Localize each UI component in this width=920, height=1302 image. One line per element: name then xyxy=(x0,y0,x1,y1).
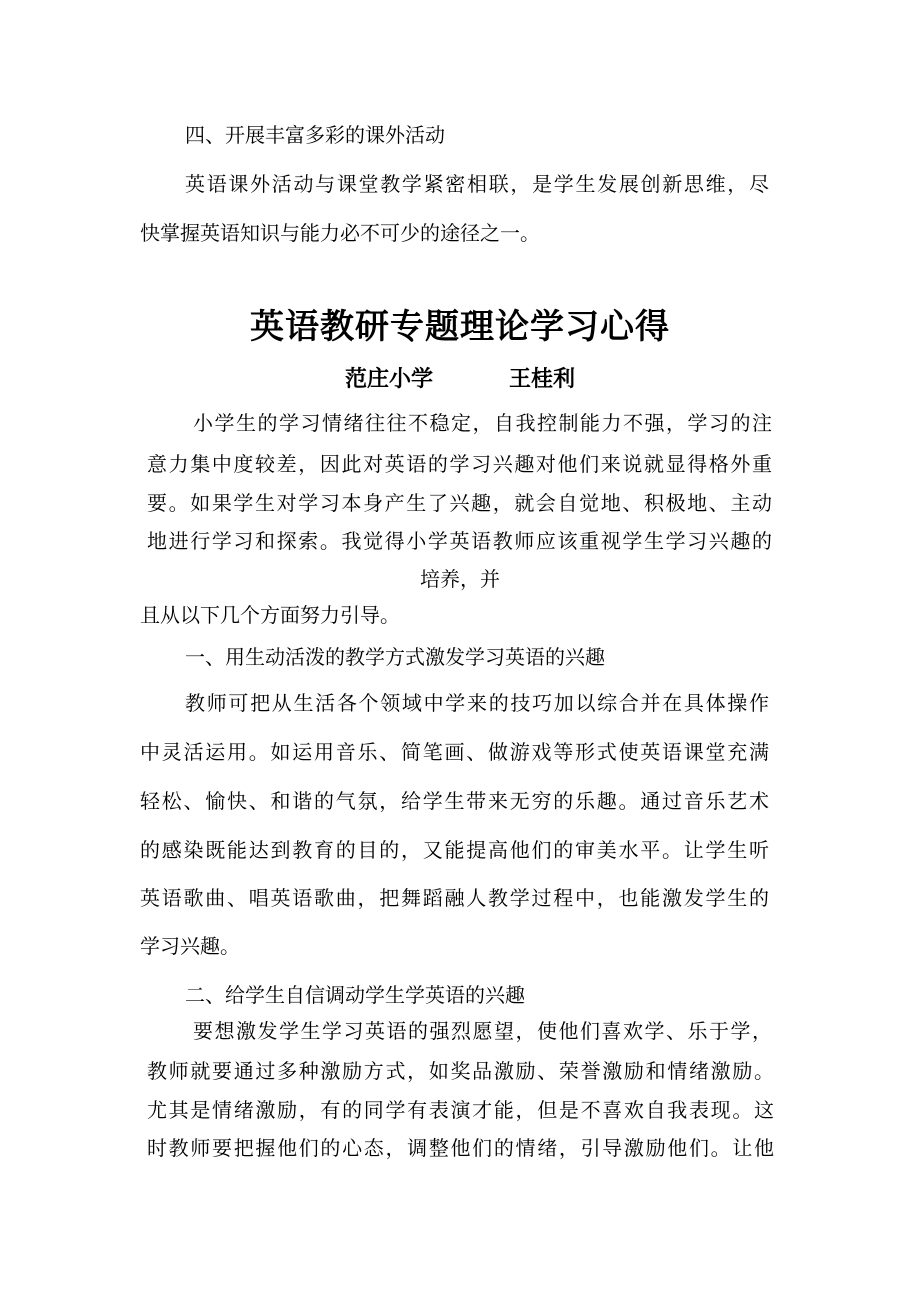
point1-line-4: 的感染既能达到教育的目的，又能提高他们的审美水平。让学生听 xyxy=(140,838,769,862)
point2-line-4: 时教师要把握他们的心态，调整他们的情绪，引导激励他们。让他 xyxy=(147,1136,774,1160)
point1-line-2: 中灵活运用。如运用音乐、简笔画、做游戏等形式使英语课堂充满 xyxy=(140,740,769,764)
point1-line-5: 英语歌曲、唱英语歌曲，把舞蹈融人教学过程中，也能激发学生的 xyxy=(140,886,769,910)
point1-line-6: 学习兴趣。 xyxy=(140,934,240,958)
intro-line-2: 意力集中度较差，因此对英语的学习兴趣对他们来说就显得格外重 xyxy=(147,452,772,476)
point1-line-3: 轻松、愉快、和谐的气氛，给学生带来无穷的乐趣。通过音乐艺术 xyxy=(140,789,769,813)
point2-line-2: 教师就要通过多种激励方式，如奖品激励、荣誉激励和情绪激励。 xyxy=(147,1059,774,1083)
section4-heading: 四、开展丰富多彩的课外活动 xyxy=(185,123,445,147)
point2-line-1: 要想激发学生学习英语的强烈愿望，使他们喜欢学、乐于学， xyxy=(193,1019,772,1043)
intro-line-5: 培养，并 xyxy=(420,567,500,591)
school-name: 范庄小学 xyxy=(344,366,433,392)
point1-heading: 一、用生动活泼的教学方式激发学习英语的兴趣 xyxy=(185,645,605,669)
author-name: 王桂利 xyxy=(509,366,576,392)
intro-line-1: 小学生的学习情绪往往不稳定，自我控制能力不强，学习的注 xyxy=(193,411,772,435)
intro-line-6: 且从以下几个方面努力引导。 xyxy=(140,603,400,627)
section4-line-2: 快掌握英语知识与能力必不可少的途径之一。 xyxy=(140,221,540,245)
intro-line-4: 地进行学习和探索。我觉得小学英语教师应该重视学生学习兴趣的 xyxy=(147,529,772,553)
article-title: 英语教研专题理论学习心得 xyxy=(250,307,670,347)
point1-line-1: 教师可把从生活各个领域中学来的技巧加以综合并在具体操作 xyxy=(185,691,769,715)
point2-heading: 二、给学生自信调动学生学英语的兴趣 xyxy=(185,983,525,1007)
section4-line-1: 英语课外活动与课堂教学紧密相联，是学生发展创新思维，尽 xyxy=(185,172,769,196)
article-byline xyxy=(0,364,920,394)
intro-line-3: 要。如果学生对学习本身产生了兴趣，就会自觉地、积极地、主动 xyxy=(147,491,772,515)
point2-line-3: 尤其是情绪激励，有的同学有表演才能，但是不喜欢自我表现。这 xyxy=(147,1098,774,1122)
